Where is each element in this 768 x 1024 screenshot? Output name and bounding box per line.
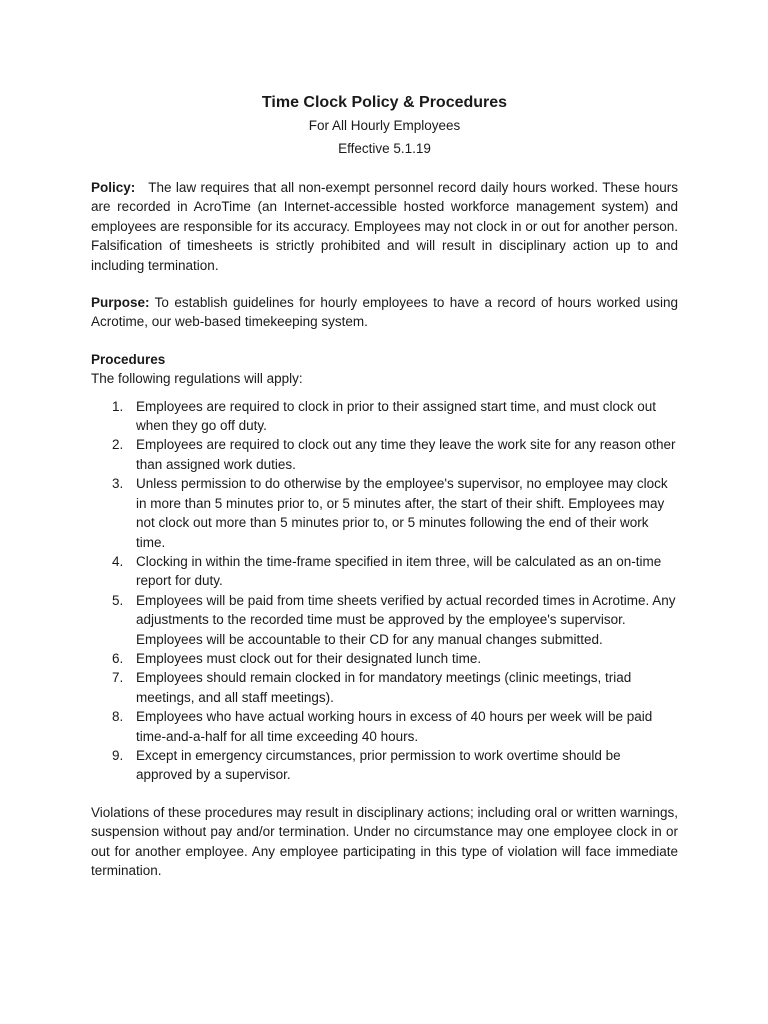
list-item-text: Employees must clock out for their designated lunch time. (136, 650, 482, 666)
list-item-number: 9. (112, 747, 124, 763)
violations-paragraph: Violations of these procedures may result in disciplinary actions; including oral or written warnings, suspension without pay and/or termination. Under no circumstance may one employee clock in or out for another employee. Any employee participating in this type of violation will face immediate termination. (91, 804, 678, 878)
procedures-heading: Procedures (91, 351, 166, 367)
list-item-number: 3. (112, 476, 124, 492)
list-item (91, 552, 678, 591)
list-item (91, 746, 678, 785)
list-item (91, 649, 678, 668)
list-item (91, 474, 678, 552)
list-item-text: Employees will be paid from time sheets verified by actual recorded times in Acrotime. Any adjustments to the recorded time must be approved by the employee's supervisor. Employees will be accountable to their CD for any manual changes submitted. (136, 592, 676, 647)
list-item (91, 435, 678, 474)
list-item (91, 591, 678, 649)
list-item-number: 5. (112, 592, 124, 608)
policy-label: Policy: (91, 180, 136, 195)
list-item-text: Unless permission to do otherwise by the employee's supervisor, no employee may clock in more than 5 minutes prior to, or 5 minutes after, the start of their shift. Employees may not clock out more than 5 minutes prior to, or 5 minutes following the end of their work time. (136, 476, 668, 550)
purpose-paragraph (91, 293, 678, 332)
list-item-text: Except in emergency circumstances, prior permission to work overtime should be approved by a supervisor. (136, 747, 621, 783)
policy-text: The law requires that all non-exempt personnel record daily hours worked. These hours are recorded in AcroTime (an Internet-accessible hosted workforce management system) and employees are responsible for its accuracy. Employees may not clock in or out for another person. Falsification of timesheets is strictly prohibited and will result in disciplinary action up to and including termination. (91, 180, 678, 273)
list-item-number: 6. (112, 650, 124, 666)
list-item-text: Employees who have actual working hours in excess of 40 hours per week will be paid time-and-a-half for all time exceeding 40 hours. (136, 709, 653, 744)
list-item-number: 7. (112, 670, 124, 686)
list-item-number: 4. (112, 553, 124, 569)
list-item-number: 1. (112, 398, 124, 414)
policy-paragraph (91, 178, 678, 275)
list-item-text: Employees are required to clock out any time they leave the work site for any reason other than assigned work duties. (136, 437, 676, 472)
purpose-text: To establish guidelines for hourly employees to have a record of hours worked using Acrotime, our web-based timekeeping system. (91, 295, 679, 330)
procedures-list (91, 397, 678, 785)
document-subtitle: For All Hourly Employees (308, 118, 461, 133)
list-item-number: 8. (112, 709, 124, 725)
list-item (91, 668, 678, 707)
effective-date: Effective 5.1.19 (338, 141, 431, 156)
list-item-text: Employees should remain clocked in for mandatory meetings (clinic meetings, triad meetings, and all staff meetings). (136, 670, 632, 705)
procedures-intro: The following regulations will apply: (91, 371, 303, 387)
list-item-number: 2. (112, 437, 124, 453)
document-title: Time Clock Policy & Procedures (261, 94, 508, 111)
list-item-text: Employees are required to clock in prior to their assigned start time, and must clock out when they go off duty. (136, 398, 656, 434)
list-item-text: Clocking in within the time-frame specified in item three, will be calculated as an on-time report for duty. (136, 553, 662, 589)
list-item (91, 397, 678, 436)
purpose-label: Purpose: (91, 295, 150, 311)
list-item (91, 707, 678, 746)
